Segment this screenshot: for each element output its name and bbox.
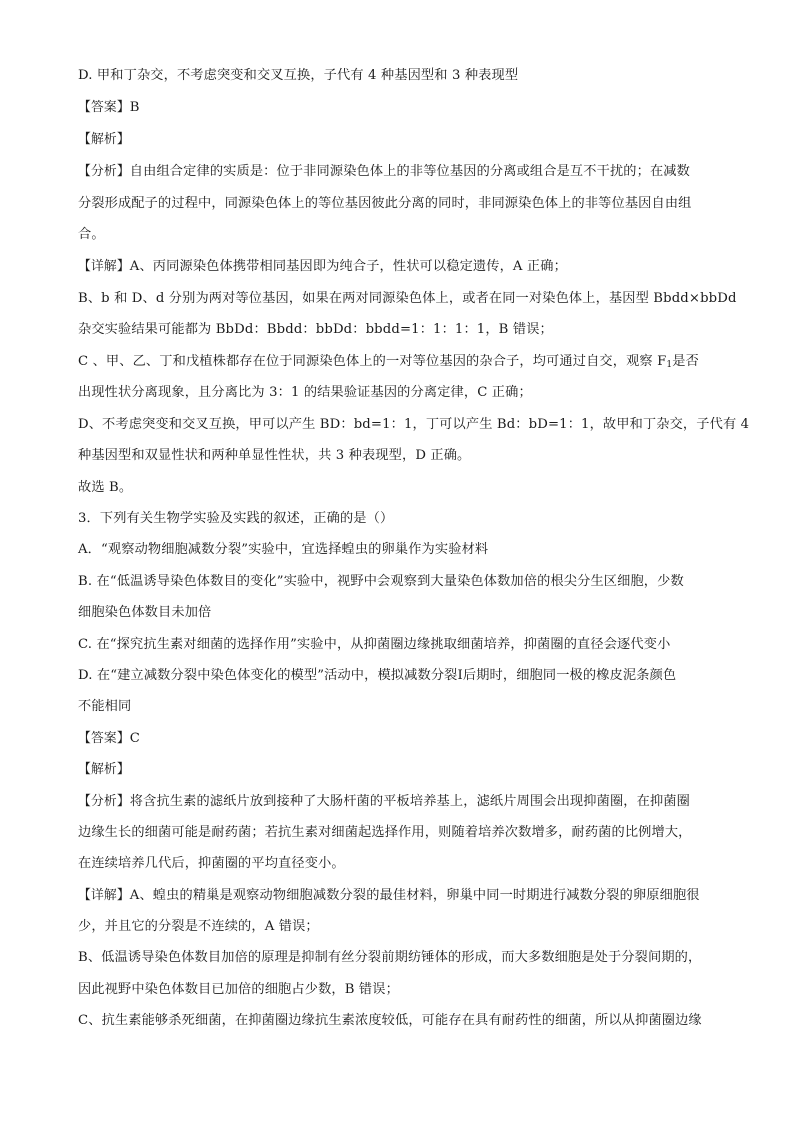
q2-detail-b-1: B、b 和 D、d 分别为两对等位基因，如果在两对同源染色体上，或者在同一对染色体上，基因型 Bbdd×bbDd: [78, 291, 737, 306]
q2-analysis-tag: 【解析】: [78, 132, 130, 147]
q2-detail-b-2: 杂交实验结果可能都为 BbDd：Bbdd：bbDd：bbdd=1：1：1：1，B 错误；: [78, 322, 553, 337]
answer-tag: 【答案】: [78, 100, 130, 115]
q3-option-b-1: B. 在“低温诱导染色体数目的变化”实验中，视野中会观察到大量染色体数加倍的根尖分生区细胞，少数: [78, 574, 684, 589]
q2-detail-a: 【详解】A、丙同源染色体携带相同基因即为纯合子，性状可以稳定遗传，A 正确；: [78, 259, 567, 274]
q3-option-d-2: 不能相同: [78, 699, 132, 714]
q3-option-d-1: D. 在“建立减数分裂中染色体变化的模型”活动中，模拟减数分裂Ⅰ后期时，细胞同一极的橡皮泥条颜色: [78, 668, 677, 683]
q2-detail-d-1: D、不考虑突变和交叉互换，甲可以产生 BD：bd=1：1，丁可以产生 Bd：bD=1：1，故甲和丁杂交，子代有 4: [78, 417, 750, 432]
q3-detail-a-1: 【详解】A、蝗虫的精巢是观察动物细胞减数分裂的最佳材料，卵巢中同一时期进行减数分裂的卵原细胞很: [78, 888, 700, 903]
q2-answer-line: [78, 100, 728, 116]
q3-analysis-tag: 【解析】: [78, 762, 130, 777]
answer-value: B: [129, 100, 140, 115]
q3-fenxi-line-1: 【分析】将含抗生素的滤纸片放到接种了大肠杆菌的平板培养基上，滤纸片周围会出现抑菌圈，在抑菌圈: [78, 794, 690, 809]
q2-detail-c-2: 出现性状分离现象，且分离比为 3：1 的结果验证基因的分离定律，C 正确；: [78, 385, 532, 400]
q3-option-a: A．“观察动物细胞减数分裂”实验中，宜选择蝗虫的卵巢作为实验材料: [78, 542, 489, 557]
q3-answer-line: [78, 731, 728, 747]
q2-fenxi-line-1: 【分析】自由组合定律的实质是：位于非同源染色体上的非等位基因的分离或组合是互不干扰的；在减数: [78, 164, 690, 179]
q2-conclusion: 故选 B。: [78, 480, 133, 495]
q2-fenxi-line-3: 合。: [78, 227, 105, 242]
answer-tag: 【答案】: [78, 731, 130, 746]
q3-detail-a-2: 少，并且它的分裂是不连续的，A 错误；: [78, 919, 319, 934]
fenxi-tag: 【分析】: [78, 164, 130, 179]
q3-stem: 3．下列有关生物学实验及实践的叙述，正确的是（）: [78, 511, 394, 526]
detail-tag: 【详解】: [78, 259, 130, 274]
q3-detail-b-2: 因此视野中染色体数目已加倍的细胞占少数，B 错误；: [78, 982, 399, 997]
q3-fenxi-line-2: 边缘生长的细菌可能是耐药菌；若抗生素对细菌起选择作用，则随着培养次数增多，耐药菌的比例增大，: [78, 825, 692, 840]
q2-detail-c-1: C 、甲、乙、丁和戊植株都存在位于同源染色体上的一对等位基因的杂合子，均可通过自交，观察 $F_1$是否: [78, 354, 699, 370]
q3-option-b-2: 细胞染色体数目未加倍: [78, 605, 212, 620]
q3-option-c: C. 在“探究抗生素对细菌的选择作用”实验中，从抑菌圈边缘挑取细菌培养，抑菌圈的直径会逐代变小: [78, 637, 671, 652]
q3-fenxi-line-3: 在连续培养几代后，抑菌圈的平均直径变小。: [78, 856, 345, 871]
q2-detail-d-2: 种基因型和双显性状和两种单显性性状，共 3 种表现型，D 正确。: [78, 448, 471, 463]
q3-detail-c-1: C、抗生素能够杀死细菌，在抑菌圈边缘抗生素浓度较低，可能存在具有耐药性的细菌，所以从抑菌圈边缘: [78, 1013, 702, 1028]
q3-detail-b-1: B、低温诱导染色体数目加倍的原理是抑制有丝分裂前期纺锤体的形成，而大多数细胞是处于分裂间期的，: [78, 950, 702, 965]
fenxi-tag: 【分析】: [78, 794, 130, 809]
answer-value: C: [129, 731, 141, 746]
q2-fenxi-line-2: 分裂形成配子的过程中，同源染色体上的等位基因彼此分离的同时，非同源染色体上的非等位基因自由组: [78, 196, 692, 211]
detail-tag: 【详解】: [78, 888, 130, 903]
q2-option-d: D. 甲和丁杂交，不考虑突变和交叉互换，子代有 4 种基因型和 3 种表现型: [78, 68, 519, 83]
